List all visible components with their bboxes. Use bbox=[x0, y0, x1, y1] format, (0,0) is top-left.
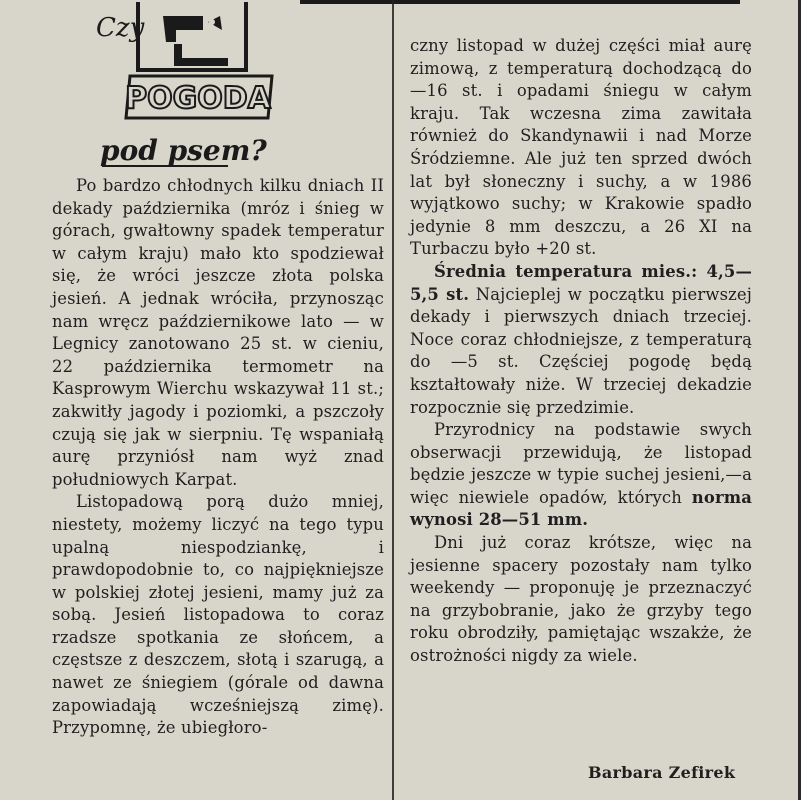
top-rule bbox=[300, 0, 740, 4]
paragraph: Po bardzo chłodnych kilku dniach II dekady października (mróz i śnieg w górach, gwałtowny spadek temperatur w całym kraju) mało kto spodziewał się, że wróci jeszcze złota polska jesień. A jednak wróciła, przynosząc nam wręcz październikowe lato — w Legnicy zanotowano 25 st. w cieniu, 22 października termometr na Kasprowym Wierchu wskazywał 11 st.; zakwitły jagody i poziomki, a pszczoły czują się jak w sierpniu. Tę wspaniałą aurę przyniósł nam wyż znad południowych Karpat. bbox=[52, 176, 384, 489]
logo-subtitle: pod psem? bbox=[100, 134, 267, 167]
paragraph: Listopadową porą dużo mniej, niestety, możemy liczyć na tego typu upalną niespodziankę, i prawdopodobnie to, co najpiękniejsze w polskiej złotej jesieni, mamy już za sobą. Jesień listopadowa to coraz rzadsze spotkania ze słońcem, a częstsze z deszczem, słotą i szarugą, a nawet ze śniegiem (górale od dawna zapowiadają wcześniejszą zimę). Przypomnę, że ubiegłoro- bbox=[52, 492, 384, 738]
left-column bbox=[52, 175, 384, 740]
column-divider bbox=[392, 0, 394, 800]
paragraph: czny listopad w dużej części miał aurę zimową, z temperaturą dochodzącą do —16 st. i opadami śniegu w całym kraju. Tak wczesna zima zawitała również do Skandynawii i nad Morze Śródziemne. Ale już ten sprzed dwóch lat był słoneczny i suchy, a w 1986 wyjątkowo suchy; w Krakowie spadło jedynie 8 mm deszczu, a 26 XI na Turbaczu było +20 st. bbox=[410, 36, 752, 259]
text: Przyrodnicy na podstawie swych obserwacji przewidują, że listopad będzie jeszcze w typie suchej jesieni,—a więc niewiele opadów, których bbox=[410, 420, 752, 507]
pogoda-logo bbox=[78, 0, 294, 175]
paragraph bbox=[410, 419, 752, 532]
paragraph: Dni już coraz krótsze, więc na jesienne spacery pozostały nam tylko weekendy — proponuję je przeznaczyć na grzybobranie, jako że grzyby tego roku obrodziły, pamiętając wszakże, że ostrożności nigdy za wiele. bbox=[410, 533, 752, 666]
logo-word-czy: Czy bbox=[96, 13, 145, 43]
right-column bbox=[410, 35, 752, 668]
logo-title: POGODA bbox=[125, 81, 271, 116]
text: Najcieplej w początku pierwszej dekady i pierwszych dniach trzeciej. Noce coraz chłodniejsze, z temperaturą do —5 st. Częściej pogodę będą kształtowały niże. W trzeciej dekadzie rozpocznie się przedzimie. bbox=[410, 284, 752, 417]
bold-text: norma wynosi 28—51 mm. bbox=[410, 487, 752, 530]
bold-text: Średnia temperatura mies.: 4,5—5,5 st. bbox=[410, 261, 752, 304]
paragraph bbox=[410, 261, 752, 419]
author-signature: Barbara Zefirek bbox=[588, 763, 736, 782]
